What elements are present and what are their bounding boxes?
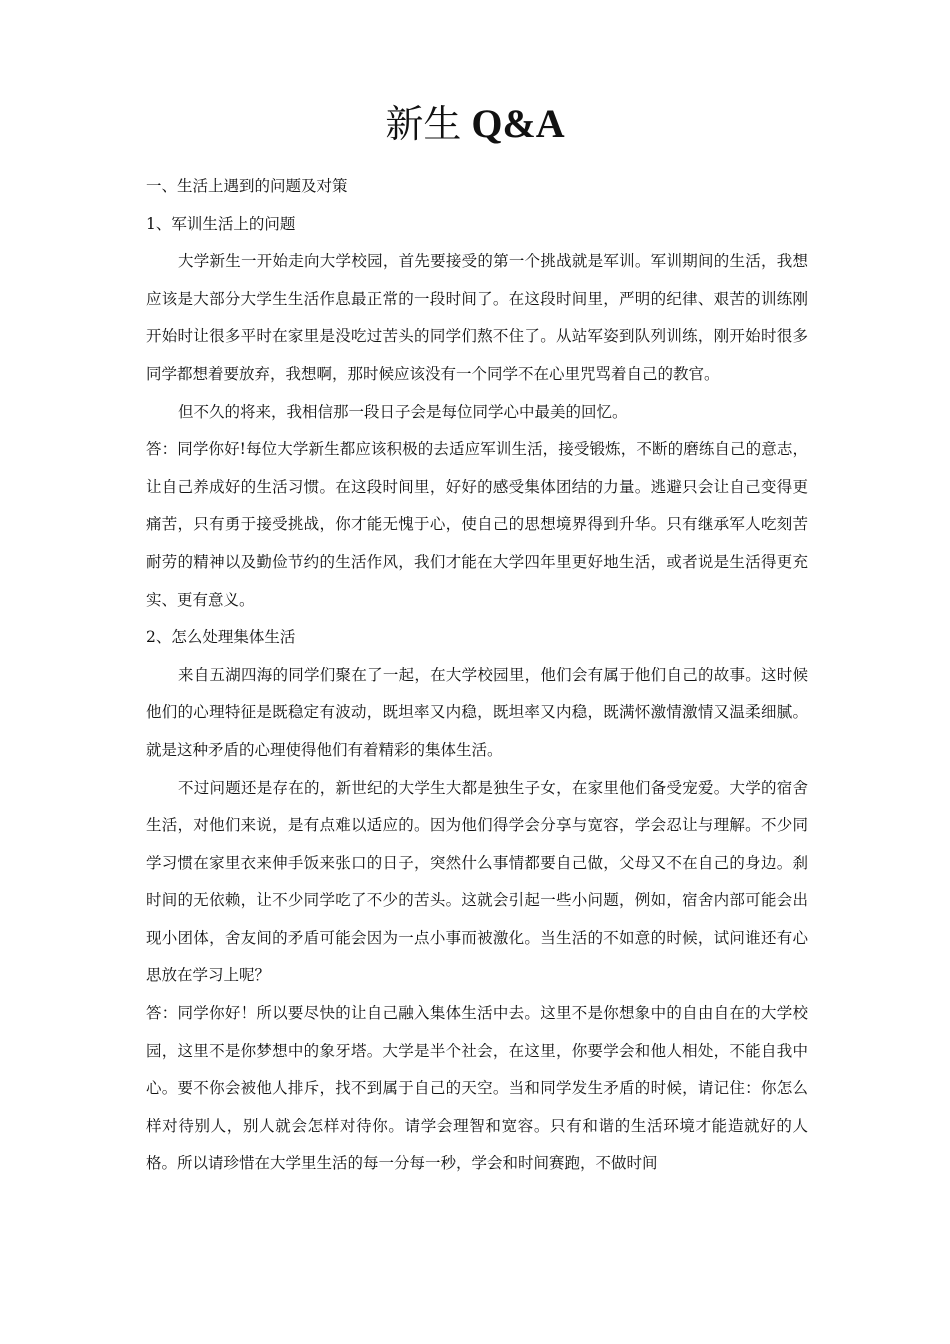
question-paragraph: 但不久的将来，我相信那一段日子会是每位同学心中最美的回忆。: [178, 402, 628, 421]
question-paragraph: 大学新生一开始走向大学校园，首先要接受的第一个挑战就是军训。军训期间的生活，我想应该是大部分大学生生活作息最正常的一段时间了。在这段时间里，严明的纪律、艰苦的训练刚开始时让很多平时在家里是没吃过苦头的同学们熬不住了。从站军姿到队列训练，刚开始时很多同学都想着要放弃，我想啊，那时候应该没有一个同学不在心里咒骂着自己的教官。: [146, 252, 808, 383]
subsection-heading: 2、怎么处理集体生活: [146, 628, 296, 647]
title-qa: Q&A: [471, 101, 565, 146]
answer-paragraph: 答：同学你好！所以要尽快的让自己融入集体生活中去。这里不是你想象中的自由自在的大学校园，这里不是你梦想中的象牙塔。大学是半个社会，在这里，你要学会和他人相处，不能自我中心。要不你会被他人排斥，找不到属于自己的天空。当和同学发生矛盾的时候，请记住：你怎么样对待别人，别人就会怎样对待你。请学会理智和宽容。只有和谐的生活环境才能造就好的人格。所以请珍惜在大学里生活的每一分每一秒，学会和时间赛跑，不做时间: [146, 1004, 808, 1173]
subsection-heading: 1、军训生活上的问题: [146, 214, 296, 233]
title-chinese: 新生: [385, 102, 462, 146]
answer-paragraph: 答：同学你好!每位大学新生都应该积极的去适应军训生活，接受锻炼，不断的磨练自己的意志，让自己养成好的生活习惯。在这段时间里，好好的感受集体团结的力量。逃避只会让自己变得更痛苦，只有勇于接受挑战，你才能无愧于心，使自己的思想境界得到升华。只有继承军人吃刻苦耐劳的精神以及勤俭节约的生活作风，我们才能在大学四年里更好地生活，或者说是生活得更充实、更有意义。: [146, 440, 808, 609]
question-paragraph: 不过问题还是存在的，新世纪的大学生大都是独生子女，在家里他们备受宠爱。大学的宿舍生活，对他们来说，是有点难以适应的。因为他们得学会分享与宽容，学会忍让与理解。不少同学习惯在家里衣来伸手饭来张口的日子，突然什么事情都要自己做，父母又不在自己的身边。刹时间的无依赖，让不少同学吃了不少的苦头。这就会引起一些小问题，例如，宿舍内部可能会出现小团体，舍友间的矛盾可能会因为一点小事而被激化。当生活的不如意的时候，试问谁还有心思放在学习上呢？: [146, 778, 808, 985]
question-paragraph: 来自五湖四海的同学们聚在了一起，在大学校园里，他们会有属于他们自己的故事。这时候他们的心理特征是既稳定有波动，既坦率又内稳，既坦率又内稳，既满怀激情激情又温柔细腻。就是这种矛盾的心理使得他们有着精彩的集体生活。: [146, 665, 808, 759]
document-body: [146, 168, 808, 1183]
section-heading: 一、生活上遇到的问题及对策: [146, 177, 348, 195]
page-title: [0, 98, 950, 150]
